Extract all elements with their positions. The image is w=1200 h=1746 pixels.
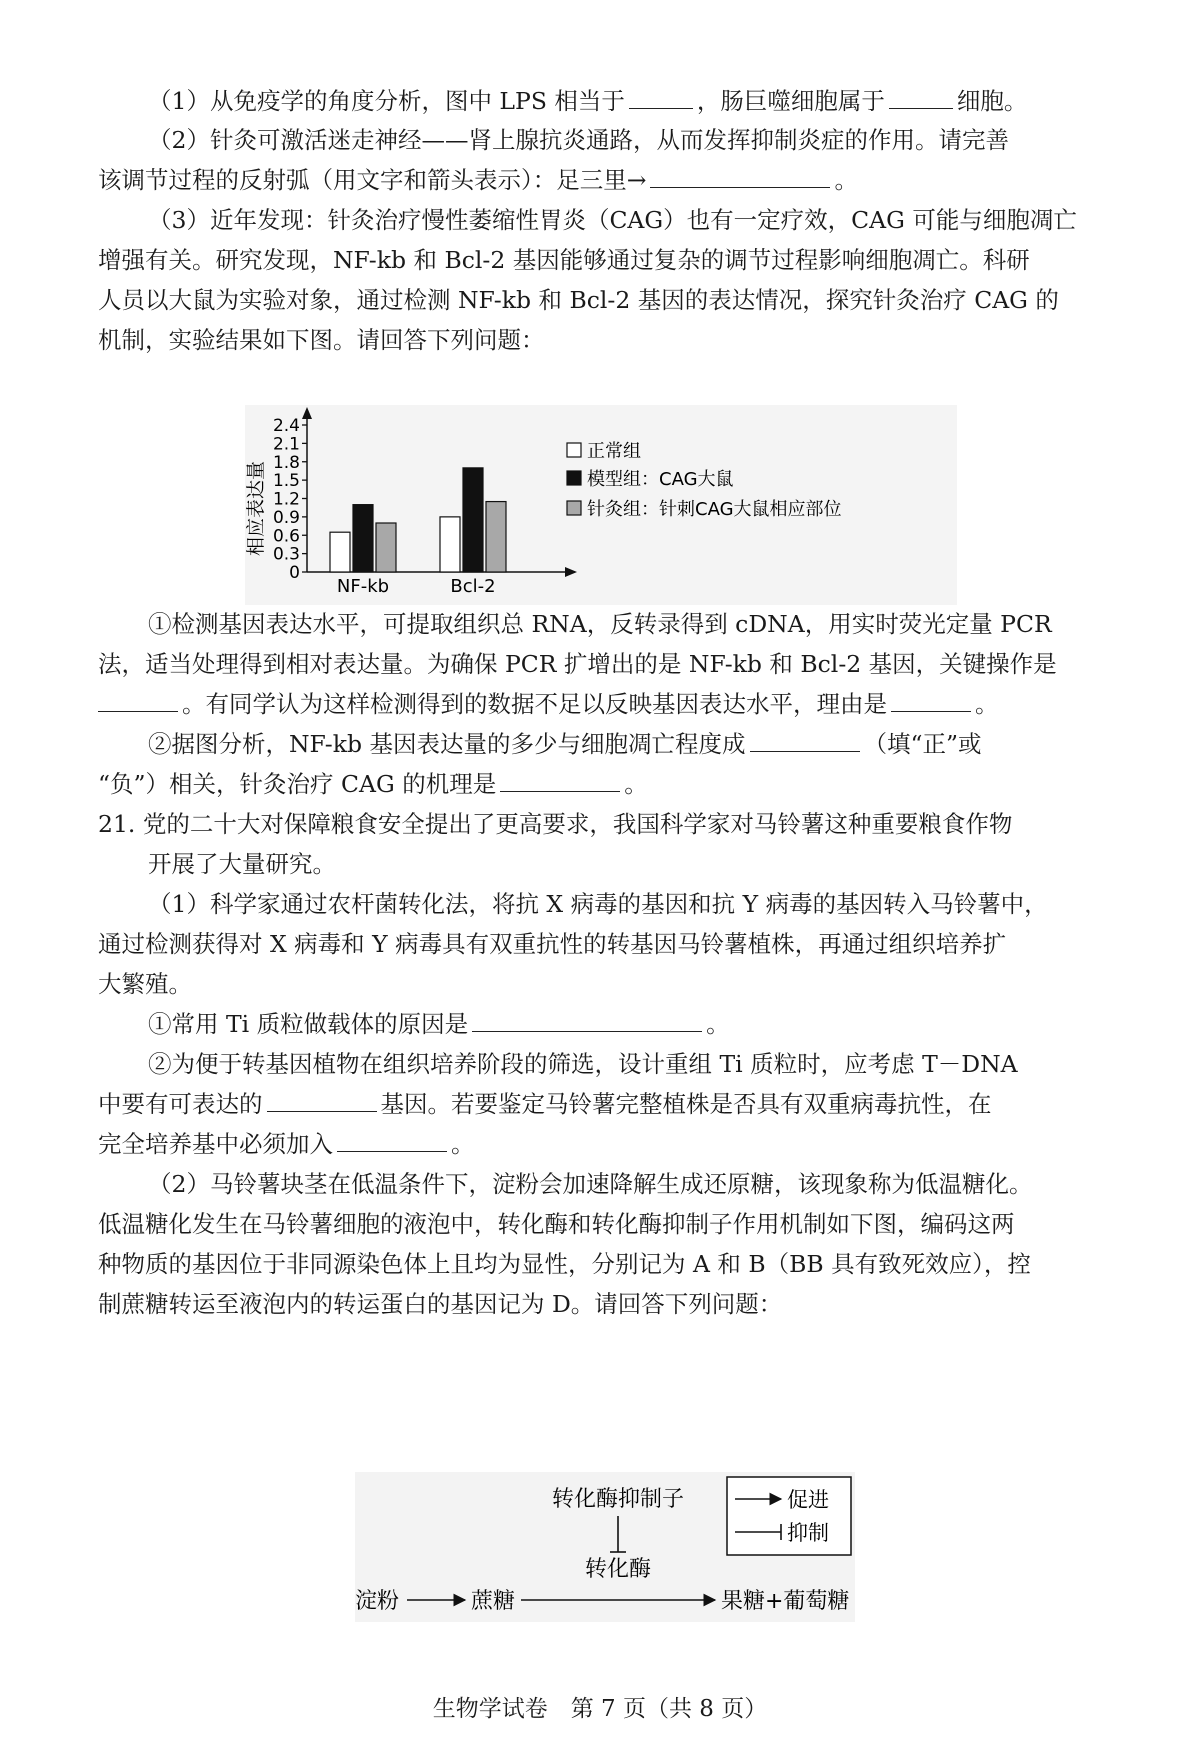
bar bbox=[330, 532, 350, 572]
q20-part3-line2: 增强有关。研究发现，NF-kb 和 Bcl-2 基因能够通过复杂的调节过程影响细胞凋亡。科研 bbox=[98, 246, 1030, 274]
answer-blank[interactable] bbox=[629, 86, 693, 109]
bar bbox=[440, 517, 460, 572]
bar bbox=[376, 523, 396, 572]
expression-bar-chart bbox=[245, 405, 957, 605]
y-tick-label: 0.9 bbox=[272, 507, 300, 528]
q20-sub1-line3: 。有同学认为这样检测得到的数据不足以反映基因表达水平，理由是 。 bbox=[98, 689, 999, 719]
q20-part3-line1: （3）近年发现：针灸治疗慢性萎缩性胃炎（CAG）也有一定疗效，CAG 可能与细胞凋亡 bbox=[148, 206, 1077, 234]
q21-part2-line4: 制蔗糖转运至液泡内的转运蛋白的基因记为 D。请回答下列问题： bbox=[98, 1290, 783, 1318]
y-tick-label: 0.6 bbox=[272, 526, 300, 547]
q20-part3-line4: 机制，实验结果如下图。请回答下列问题： bbox=[98, 326, 545, 354]
q21-intro-line2: 开展了大量研究。 bbox=[148, 850, 336, 878]
q21-sub1: ①常用 Ti 质粒做载体的原因是 。 bbox=[148, 1010, 730, 1038]
y-tick-label: 1.2 bbox=[272, 489, 300, 510]
y-tick-label: 1.8 bbox=[272, 452, 300, 473]
product-label: 果糖+葡萄糖 bbox=[721, 1589, 850, 1614]
q21-sub2-line2: 中要有可表达的 基因。若要鉴定马铃薯完整植株是否具有双重病毒抗性，在 bbox=[98, 1090, 992, 1118]
q20-sub2-line2: “负”）相关，针灸治疗 CAG 的机理是 。 bbox=[98, 770, 648, 798]
q20-part1: （1）从免疫学的角度分析，图中 LPS 相当于 ，肠巨噬细胞属于 细胞。 bbox=[148, 87, 1028, 115]
q20-part2-line1: （2）针灸可激活迷走神经——肾上腺抗炎通路，从而发挥抑制炎症的作用。请完善 bbox=[148, 126, 1009, 154]
y-axis-label: 相应表达量 bbox=[245, 460, 267, 557]
starch-label: 淀粉 bbox=[355, 1589, 400, 1614]
y-tick-label: 0.3 bbox=[272, 544, 300, 565]
inhibitor-label: 转化酶抑制子 bbox=[551, 1487, 685, 1512]
legend-label: 模型组：CAG大鼠 bbox=[587, 469, 734, 490]
answer-blank[interactable] bbox=[500, 769, 620, 792]
answer-blank[interactable] bbox=[337, 1129, 447, 1152]
q21-part1-line3: 大繁殖。 bbox=[98, 970, 192, 998]
q21-sub2-line1: ②为便于转基因植物在组织培养阶段的筛选，设计重组 Ti 质粒时，应考虑 T－DNA bbox=[148, 1050, 1018, 1078]
q20-sub1-line2: 法，适当处理得到相对表达量。为确保 PCR 扩增出的是 NF-kb 和 Bcl-2 基因，关键操作是 bbox=[98, 650, 1057, 678]
y-tick-label: 2.1 bbox=[272, 434, 300, 455]
answer-blank[interactable] bbox=[889, 86, 953, 109]
q20-sub1-line1: ①检测基因表达水平，可提取组织总 RNA，反转录得到 cDNA，用实时荧光定量 PCR bbox=[148, 610, 1052, 638]
answer-blank[interactable] bbox=[472, 1009, 702, 1032]
legend-label: 针灸组：针刺CAG大鼠相应部位 bbox=[587, 499, 842, 520]
legend-label: 正常组 bbox=[587, 441, 641, 462]
x-category-label: NF-kb bbox=[336, 576, 390, 597]
answer-blank[interactable] bbox=[98, 689, 178, 712]
legend-swatch bbox=[567, 443, 581, 457]
sucrose-label: 蔗糖 bbox=[471, 1589, 516, 1614]
q20-sub2-line1: ②据图分析，NF-kb 基因表达量的多少与细胞凋亡程度成 （填“正”或 bbox=[148, 730, 982, 758]
q21-intro-line1: 21. 党的二十大对保障粮食安全提出了更高要求，我国科学家对马铃薯这种重要粮食作物 bbox=[98, 810, 1013, 838]
legend-swatch bbox=[567, 471, 581, 485]
y-tick-label: 2.4 bbox=[272, 416, 300, 436]
answer-blank[interactable] bbox=[267, 1089, 377, 1112]
q21-part1-line2: 通过检测获得对 X 病毒和 Y 病毒具有双重抗性的转基因马铃薯植株，再通过组织培养扩 bbox=[98, 930, 1007, 958]
y-tick-label: 0 bbox=[289, 563, 300, 583]
answer-blank[interactable] bbox=[750, 729, 860, 752]
q21-part1-line1: （1）科学家通过农杆菌转化法，将抗 X 病毒的基因和抗 Y 病毒的基因转入马铃薯中， bbox=[148, 890, 1048, 918]
bar bbox=[486, 502, 506, 572]
q21-part2-line1: （2）马铃薯块茎在低温条件下，淀粉会加速降解生成还原糖，该现象称为低温糖化。 bbox=[148, 1170, 1033, 1198]
invertase-mechanism-diagram bbox=[355, 1472, 855, 1652]
answer-blank[interactable] bbox=[650, 165, 830, 188]
inhibit-label: 抑制 bbox=[787, 1521, 829, 1545]
bar bbox=[463, 468, 483, 572]
page-footer: 生物学试卷 第 7 页（共 8 页） bbox=[432, 1696, 768, 1722]
x-category-label: Bcl-2 bbox=[450, 576, 496, 597]
bar bbox=[353, 505, 373, 572]
q20-part2-line2: 该调节过程的反射弧（用文字和箭头表示）：足三里→ 。 bbox=[98, 166, 858, 194]
q21-part2-line2: 低温糖化发生在马铃薯细胞的液泡中，转化酶和转化酶抑制子作用机制如下图，编码这两 bbox=[98, 1210, 1015, 1238]
q21-part2-line3: 种物质的基因位于非同源染色体上且均为显性，分别记为 A 和 B（BB 具有致死效应），控 bbox=[98, 1250, 1031, 1278]
answer-blank[interactable] bbox=[891, 689, 971, 712]
q20-part3-line3: 人员以大鼠为实验对象，通过检测 NF-kb 和 Bcl-2 基因的表达情况，探究针灸治疗 CAG 的 bbox=[98, 286, 1059, 314]
y-tick-label: 1.5 bbox=[272, 471, 300, 492]
q21-sub2-line3: 完全培养基中必须加入 。 bbox=[98, 1130, 475, 1158]
legend-swatch bbox=[567, 501, 581, 515]
promote-label: 促进 bbox=[787, 1488, 829, 1512]
enzyme-label: 转化酶 bbox=[584, 1557, 652, 1582]
